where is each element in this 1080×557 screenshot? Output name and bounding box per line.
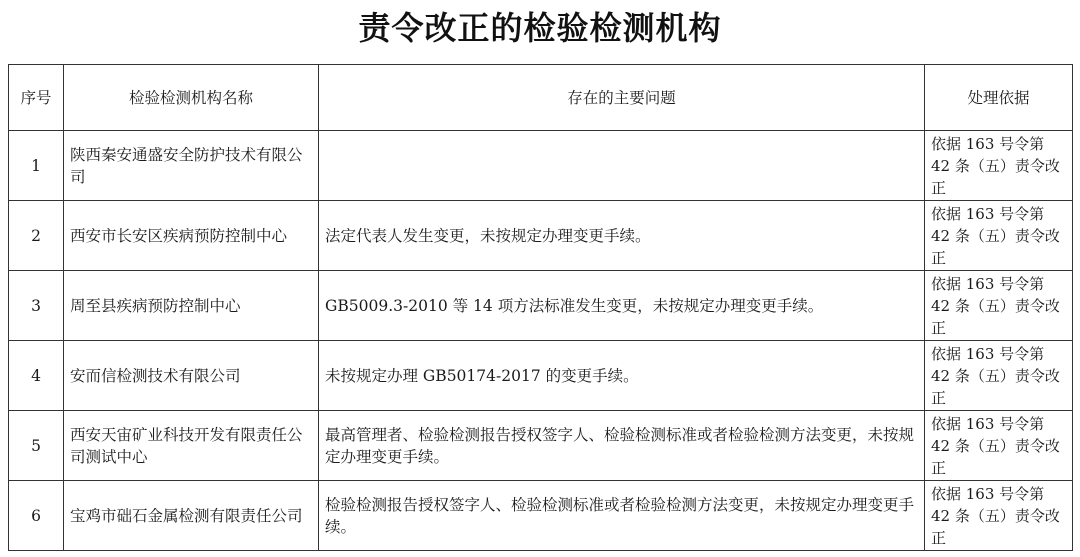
cell-serial-number: 2 bbox=[9, 201, 64, 271]
cell-serial-number: 6 bbox=[9, 481, 64, 551]
header-legal-basis: 处理依据 bbox=[925, 65, 1073, 131]
cell-serial-number: 4 bbox=[9, 341, 64, 411]
cell-serial-number: 3 bbox=[9, 271, 64, 341]
header-serial-number: 序号 bbox=[9, 65, 64, 131]
cell-institution-name: 宝鸡市础石金属检测有限责任公司 bbox=[64, 481, 319, 551]
cell-main-issue: 未按规定办理 GB50174-2017 的变更手续。 bbox=[319, 341, 925, 411]
table-row bbox=[9, 131, 1073, 201]
cell-serial-number: 1 bbox=[9, 131, 64, 201]
cell-legal-basis: 依据 163 号令第 42 条（五）责令改正 bbox=[925, 481, 1073, 551]
table-row bbox=[9, 201, 1073, 271]
cell-legal-basis: 依据 163 号令第 42 条（五）责令改正 bbox=[925, 411, 1073, 481]
table-row bbox=[9, 481, 1073, 551]
cell-legal-basis: 依据 163 号令第 42 条（五）责令改正 bbox=[925, 131, 1073, 201]
cell-legal-basis: 依据 163 号令第 42 条（五）责令改正 bbox=[925, 271, 1073, 341]
header-main-issues: 存在的主要问题 bbox=[319, 65, 925, 131]
table-header-row bbox=[9, 65, 1073, 131]
cell-legal-basis: 依据 163 号令第 42 条（五）责令改正 bbox=[925, 341, 1073, 411]
cell-main-issue: GB5009.3-2010 等 14 项方法标准发生变更，未按规定办理变更手续。 bbox=[319, 271, 925, 341]
cell-serial-number: 5 bbox=[9, 411, 64, 481]
table-row bbox=[9, 411, 1073, 481]
institutions-table bbox=[8, 64, 1073, 551]
cell-institution-name: 安而信检测技术有限公司 bbox=[64, 341, 319, 411]
document-title: 责令改正的检验检测机构 bbox=[358, 9, 722, 47]
cell-institution-name: 西安天宙矿业科技开发有限责任公司测试中心 bbox=[64, 411, 319, 481]
table-row bbox=[9, 341, 1073, 411]
header-institution-name: 检验检测机构名称 bbox=[64, 65, 319, 131]
cell-main-issue: 最高管理者、检验检测报告授权签字人、检验检测标准或者检验检测方法变更，未按规定办理变更手续。 bbox=[319, 411, 925, 481]
cell-main-issue bbox=[319, 131, 925, 201]
cell-institution-name: 西安市长安区疾病预防控制中心 bbox=[64, 201, 319, 271]
cell-legal-basis: 依据 163 号令第 42 条（五）责令改正 bbox=[925, 201, 1073, 271]
cell-main-issue: 检验检测报告授权签字人、检验检测标准或者检验检测方法变更，未按规定办理变更手续。 bbox=[319, 481, 925, 551]
cell-institution-name: 陕西秦安通盛安全防护技术有限公司 bbox=[64, 131, 319, 201]
table-row bbox=[9, 271, 1073, 341]
cell-main-issue: 法定代表人发生变更，未按规定办理变更手续。 bbox=[319, 201, 925, 271]
cell-institution-name: 周至县疾病预防控制中心 bbox=[64, 271, 319, 341]
